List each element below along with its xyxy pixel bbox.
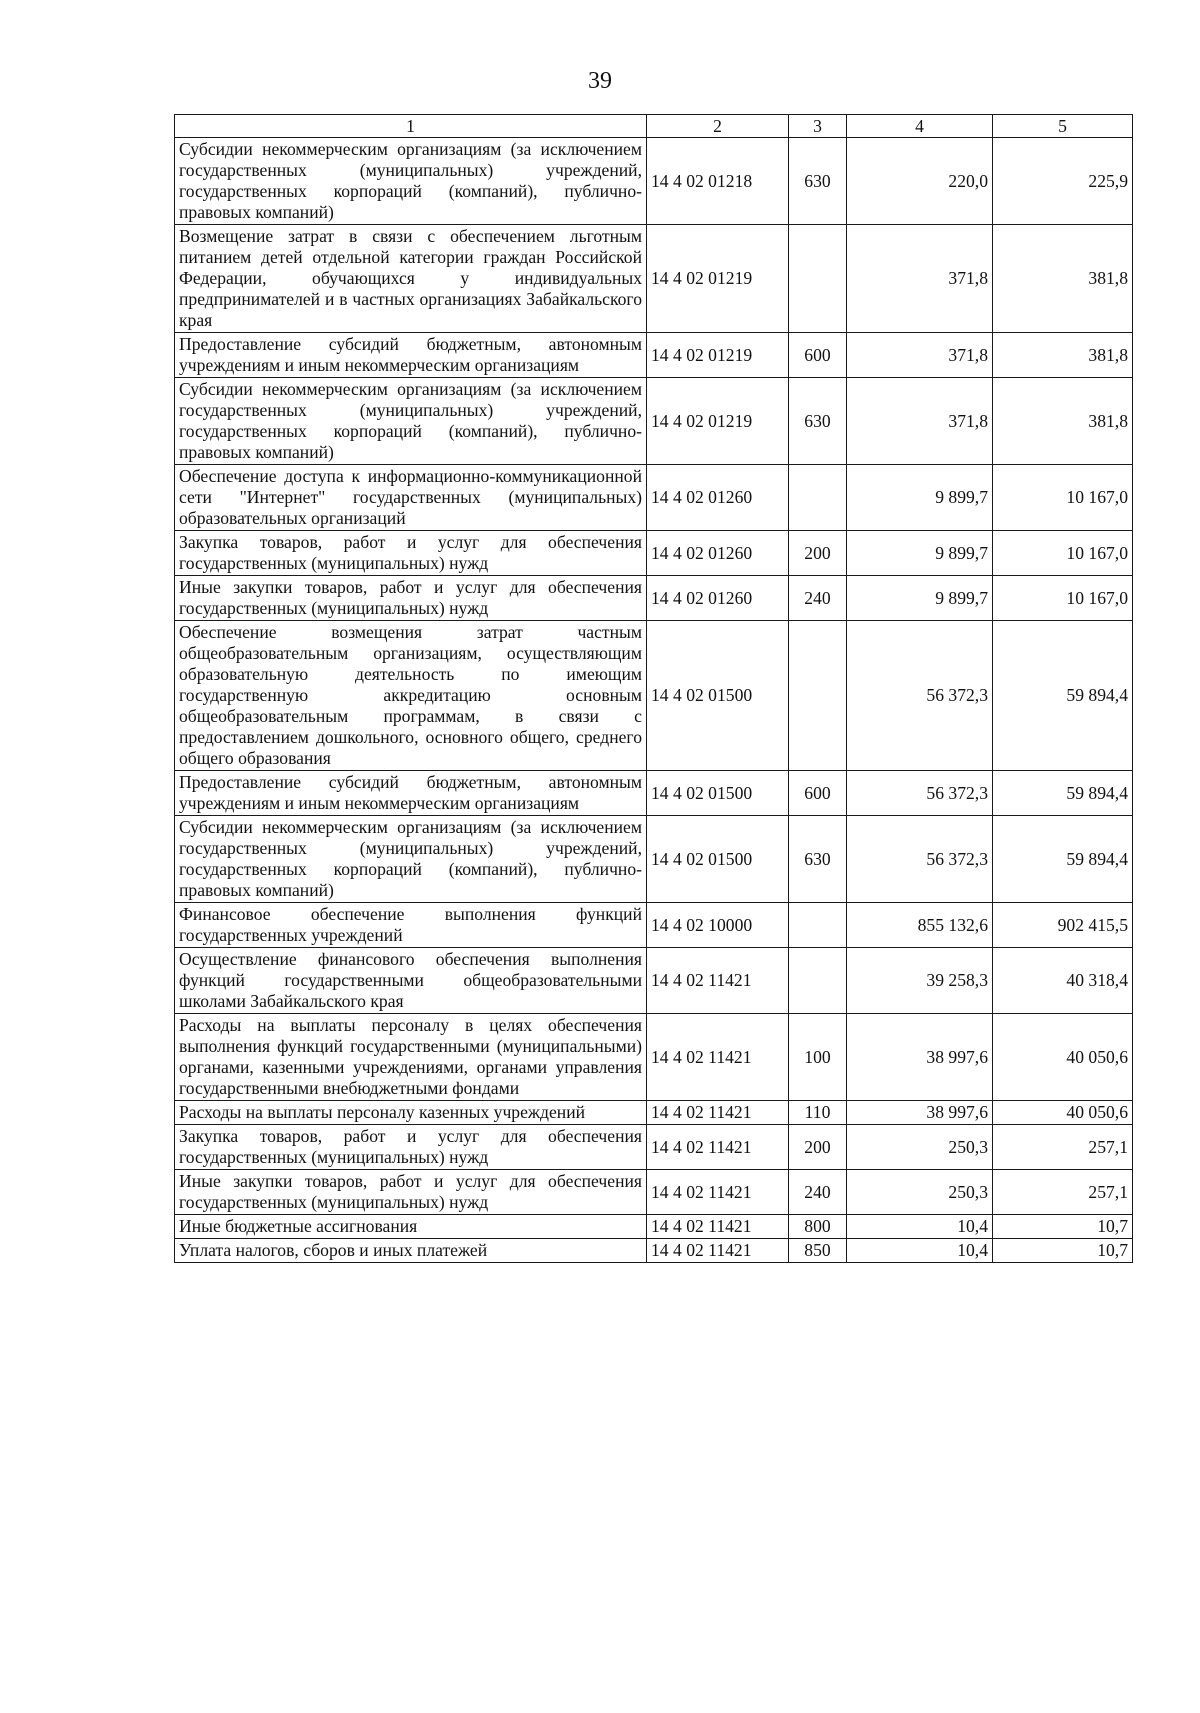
table-row xyxy=(175,1215,1133,1239)
table-row xyxy=(175,1170,1133,1215)
table-row xyxy=(175,948,1133,1014)
amount-column-4: 56 372,3 xyxy=(847,621,993,771)
item-name: Иные бюджетные ассигнования xyxy=(175,1215,647,1239)
item-name: Расходы на выплаты персоналу казенных учреждений xyxy=(175,1101,647,1125)
amount-column-4: 9 899,7 xyxy=(847,465,993,531)
amount-column-4: 38 997,6 xyxy=(847,1101,993,1125)
target-article-code: 14 4 02 01219 xyxy=(647,333,789,378)
expense-type-code: 100 xyxy=(789,1014,847,1101)
item-name: Субсидии некоммерческим организациям (за исключением государственных (муниципальных) учреждений, государственных корпораций (компаний), публично-правовых компаний) xyxy=(175,138,647,225)
amount-column-4: 38 997,6 xyxy=(847,1014,993,1101)
expense-type-code: 630 xyxy=(789,816,847,903)
target-article-code: 14 4 02 01218 xyxy=(647,138,789,225)
table-row xyxy=(175,225,1133,333)
expense-type-code: 240 xyxy=(789,1170,847,1215)
expense-type-code: 200 xyxy=(789,531,847,576)
expense-type-code xyxy=(789,621,847,771)
expense-type-code: 600 xyxy=(789,771,847,816)
amount-column-5: 40 050,6 xyxy=(993,1014,1133,1101)
table-row xyxy=(175,903,1133,948)
amount-column-4: 39 258,3 xyxy=(847,948,993,1014)
amount-column-4: 371,8 xyxy=(847,378,993,465)
expense-type-code xyxy=(789,225,847,333)
table-row xyxy=(175,576,1133,621)
column-header-2: 2 xyxy=(647,115,789,138)
target-article-code: 14 4 02 11421 xyxy=(647,1239,789,1263)
target-article-code: 14 4 02 11421 xyxy=(647,1101,789,1125)
amount-column-4: 10,4 xyxy=(847,1215,993,1239)
amount-column-4: 9 899,7 xyxy=(847,531,993,576)
amount-column-5: 10 167,0 xyxy=(993,576,1133,621)
expense-type-code xyxy=(789,903,847,948)
budget-table xyxy=(174,114,1133,1263)
target-article-code: 14 4 02 01260 xyxy=(647,576,789,621)
target-article-code: 14 4 02 11421 xyxy=(647,1215,789,1239)
amount-column-5: 59 894,4 xyxy=(993,771,1133,816)
target-article-code: 14 4 02 10000 xyxy=(647,903,789,948)
amount-column-4: 250,3 xyxy=(847,1170,993,1215)
target-article-code: 14 4 02 01219 xyxy=(647,225,789,333)
amount-column-5: 40 318,4 xyxy=(993,948,1133,1014)
amount-column-4: 10,4 xyxy=(847,1239,993,1263)
amount-column-5: 257,1 xyxy=(993,1125,1133,1170)
item-name: Закупка товаров, работ и услуг для обеспечения государственных (муниципальных) нужд xyxy=(175,1125,647,1170)
target-article-code: 14 4 02 01260 xyxy=(647,465,789,531)
amount-column-5: 40 050,6 xyxy=(993,1101,1133,1125)
amount-column-4: 855 132,6 xyxy=(847,903,993,948)
column-header-4: 4 xyxy=(847,115,993,138)
amount-column-5: 10,7 xyxy=(993,1239,1133,1263)
table-row xyxy=(175,1101,1133,1125)
expense-type-code: 110 xyxy=(789,1101,847,1125)
item-name: Предоставление субсидий бюджетным, автономным учреждениям и иным некоммерческим организациям xyxy=(175,771,647,816)
item-name: Возмещение затрат в связи с обеспечением льготным питанием детей отдельной категории граждан Российской Федерации, обучающихся у индивидуальных предпринимателей и в частных организациях Забайкальского края xyxy=(175,225,647,333)
item-name: Субсидии некоммерческим организациям (за исключением государственных (муниципальных) учреждений, государственных корпораций (компаний), публично-правовых компаний) xyxy=(175,378,647,465)
item-name: Расходы на выплаты персоналу в целях обеспечения выполнения функций государственными (муниципальными) органами, казенными учреждениями, органами управления государственными внебюджетными фондами xyxy=(175,1014,647,1101)
amount-column-5: 381,8 xyxy=(993,378,1133,465)
item-name: Закупка товаров, работ и услуг для обеспечения государственных (муниципальных) нужд xyxy=(175,531,647,576)
table-row xyxy=(175,531,1133,576)
amount-column-4: 220,0 xyxy=(847,138,993,225)
amount-column-5: 257,1 xyxy=(993,1170,1133,1215)
column-header-1: 1 xyxy=(175,115,647,138)
expense-type-code: 800 xyxy=(789,1215,847,1239)
item-name: Субсидии некоммерческим организациям (за исключением государственных (муниципальных) учреждений, государственных корпораций (компаний), публично-правовых компаний) xyxy=(175,816,647,903)
amount-column-4: 56 372,3 xyxy=(847,816,993,903)
target-article-code: 14 4 02 01500 xyxy=(647,771,789,816)
table-row xyxy=(175,465,1133,531)
amount-column-5: 902 415,5 xyxy=(993,903,1133,948)
table-row xyxy=(175,1125,1133,1170)
amount-column-4: 250,3 xyxy=(847,1125,993,1170)
target-article-code: 14 4 02 01219 xyxy=(647,378,789,465)
item-name: Осуществление финансового обеспечения выполнения функций государственными общеобразовательными школами Забайкальского края xyxy=(175,948,647,1014)
target-article-code: 14 4 02 11421 xyxy=(647,1170,789,1215)
item-name: Предоставление субсидий бюджетным, автономным учреждениям и иным некоммерческим организациям xyxy=(175,333,647,378)
item-name: Иные закупки товаров, работ и услуг для обеспечения государственных (муниципальных) нужд xyxy=(175,1170,647,1215)
target-article-code: 14 4 02 01500 xyxy=(647,621,789,771)
table-row xyxy=(175,333,1133,378)
expense-type-code: 200 xyxy=(789,1125,847,1170)
expense-type-code xyxy=(789,948,847,1014)
expense-type-code: 630 xyxy=(789,138,847,225)
expense-type-code: 240 xyxy=(789,576,847,621)
table-row xyxy=(175,1014,1133,1101)
amount-column-5: 59 894,4 xyxy=(993,816,1133,903)
item-name: Иные закупки товаров, работ и услуг для обеспечения государственных (муниципальных) нужд xyxy=(175,576,647,621)
amount-column-5: 10 167,0 xyxy=(993,465,1133,531)
amount-column-5: 381,8 xyxy=(993,333,1133,378)
table-row xyxy=(175,621,1133,771)
target-article-code: 14 4 02 11421 xyxy=(647,1125,789,1170)
expense-type-code: 600 xyxy=(789,333,847,378)
table-header-row xyxy=(175,115,1133,138)
item-name: Финансовое обеспечение выполнения функций государственных учреждений xyxy=(175,903,647,948)
column-header-5: 5 xyxy=(993,115,1133,138)
target-article-code: 14 4 02 11421 xyxy=(647,1014,789,1101)
amount-column-4: 371,8 xyxy=(847,333,993,378)
page-number: 39 xyxy=(588,68,612,94)
expense-type-code xyxy=(789,465,847,531)
expense-type-code: 850 xyxy=(789,1239,847,1263)
item-name: Уплата налогов, сборов и иных платежей xyxy=(175,1239,647,1263)
table-row xyxy=(175,378,1133,465)
table-body xyxy=(175,138,1133,1263)
target-article-code: 14 4 02 11421 xyxy=(647,948,789,1014)
table-row xyxy=(175,1239,1133,1263)
column-header-3: 3 xyxy=(789,115,847,138)
amount-column-4: 371,8 xyxy=(847,225,993,333)
amount-column-5: 381,8 xyxy=(993,225,1133,333)
target-article-code: 14 4 02 01260 xyxy=(647,531,789,576)
amount-column-5: 10 167,0 xyxy=(993,531,1133,576)
target-article-code: 14 4 02 01500 xyxy=(647,816,789,903)
table-row xyxy=(175,816,1133,903)
amount-column-4: 56 372,3 xyxy=(847,771,993,816)
table-row xyxy=(175,138,1133,225)
item-name: Обеспечение возмещения затрат частным общеобразовательным организациям, осуществляющим образовательную деятельность по имеющим государственную аккредитацию основным общеобразовательным программам, в связи с предоставлением дошкольного, основного общего, среднего общего образования xyxy=(175,621,647,771)
amount-column-5: 10,7 xyxy=(993,1215,1133,1239)
amount-column-5: 225,9 xyxy=(993,138,1133,225)
amount-column-5: 59 894,4 xyxy=(993,621,1133,771)
table-row xyxy=(175,771,1133,816)
amount-column-4: 9 899,7 xyxy=(847,576,993,621)
expense-type-code: 630 xyxy=(789,378,847,465)
item-name: Обеспечение доступа к информационно-коммуникационной сети "Интернет" государственных (муниципальных) образовательных организаций xyxy=(175,465,647,531)
